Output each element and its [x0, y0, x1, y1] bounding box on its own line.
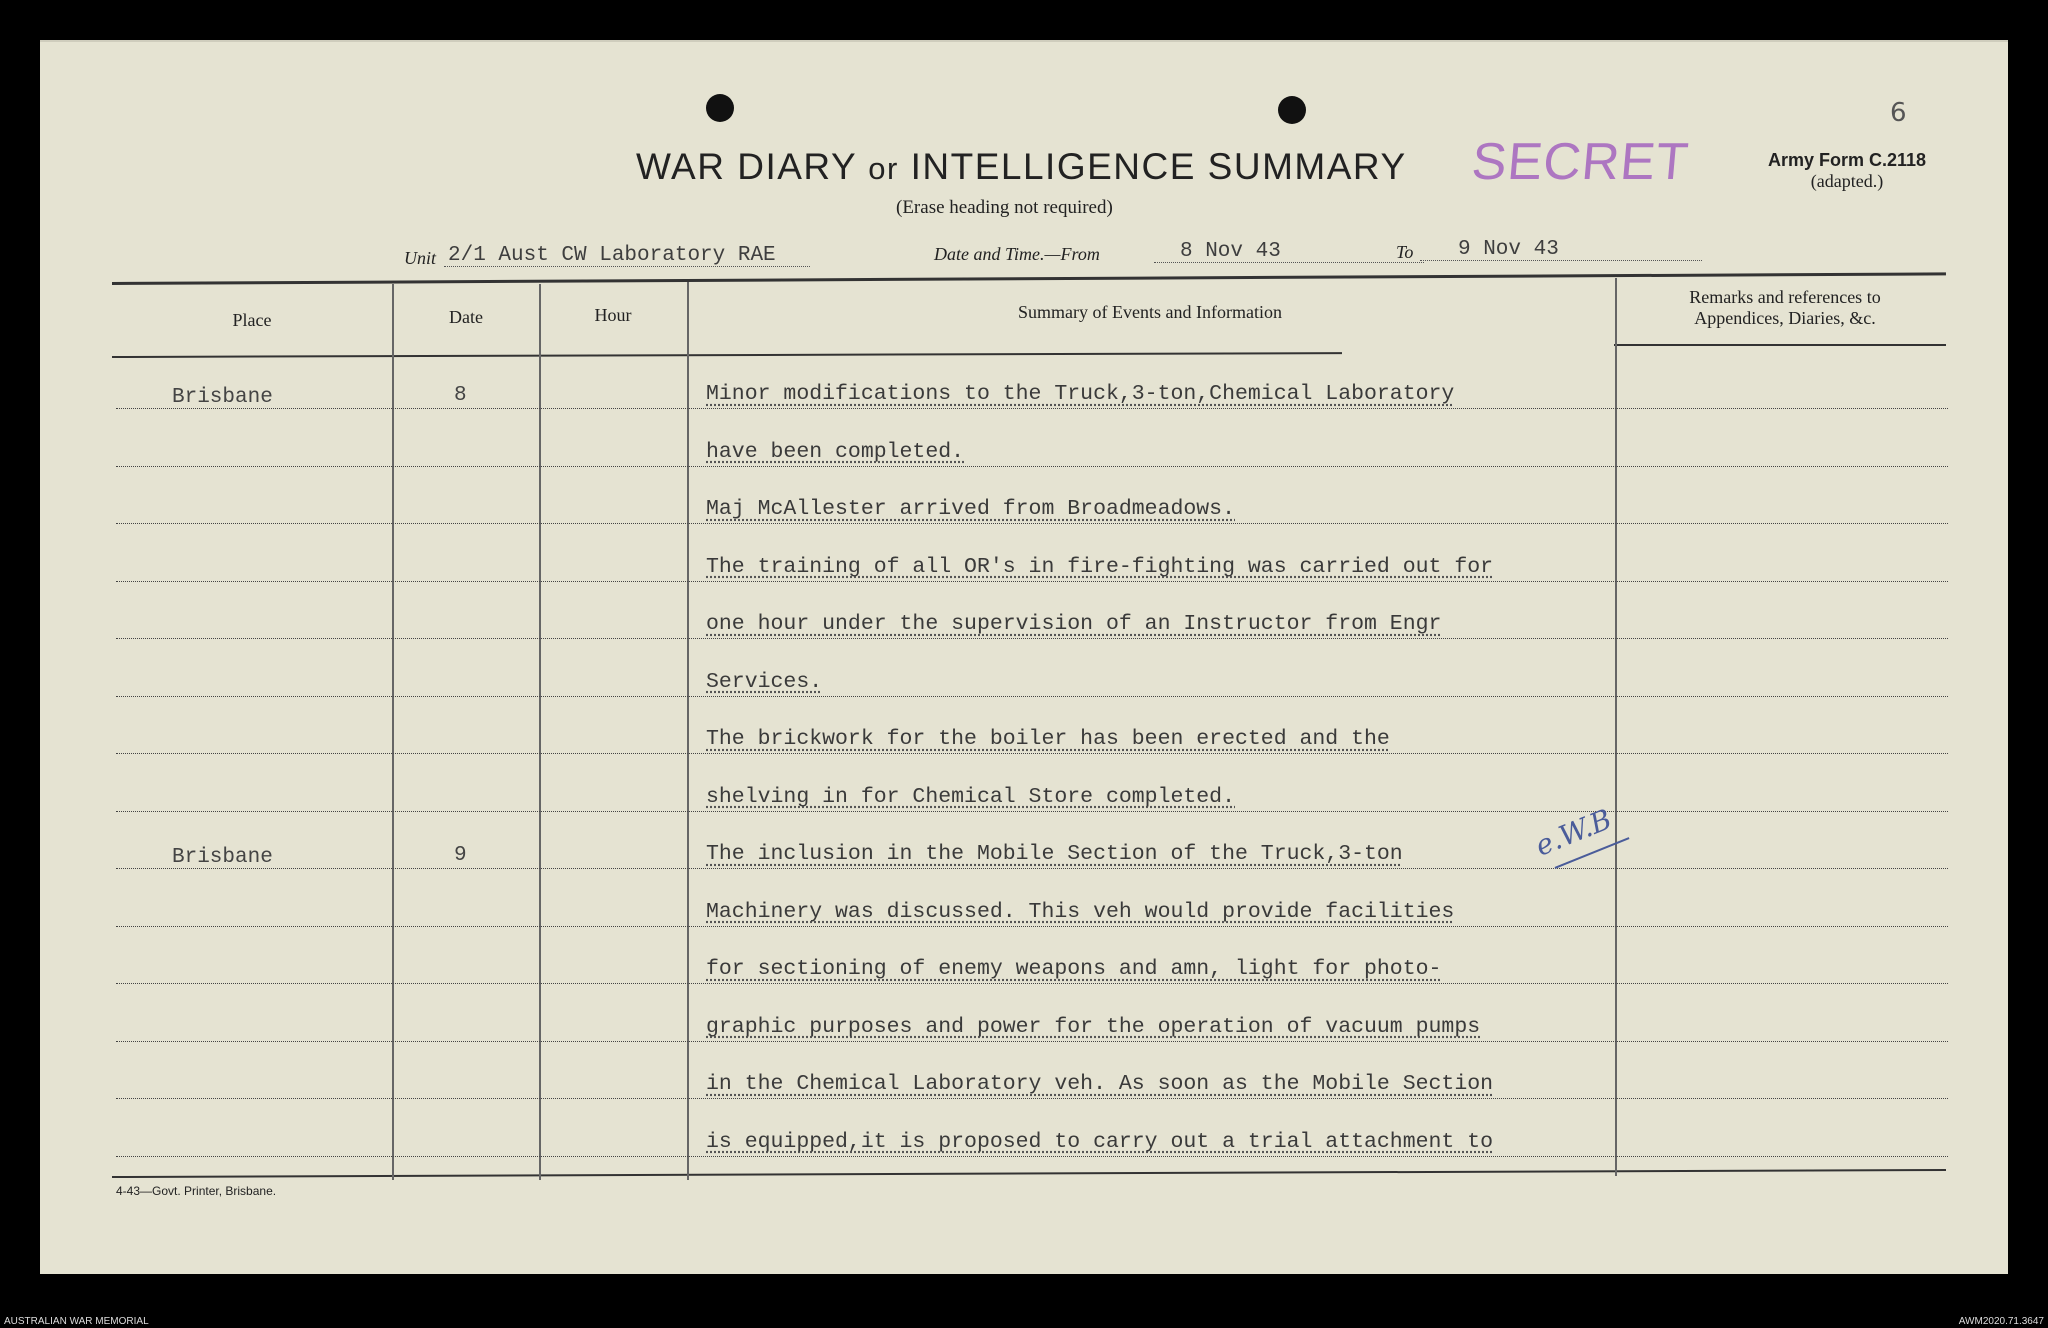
- entry-text: for sectioning of enemy weapons and amn, light for photo-: [706, 957, 1442, 981]
- ruled-line: [116, 983, 1948, 984]
- entry-place: Brisbane: [172, 846, 273, 869]
- ruled-line: [116, 1041, 1948, 1042]
- diary-page: [40, 40, 2008, 1274]
- entry-date: 9: [454, 844, 467, 867]
- entry-date: 8: [454, 384, 467, 407]
- column-header-remarks: Remarks and references to Appendices, Diaries, &c.: [1689, 287, 1881, 328]
- column-header-summary: Summary of Events and Information: [1018, 302, 1282, 322]
- ruled-line: [116, 926, 1948, 927]
- entry-place: Brisbane: [172, 386, 273, 409]
- column-divider-hour: [687, 282, 689, 1180]
- remarks-header-rule: [1614, 344, 1946, 346]
- punch-hole-right: [1278, 96, 1306, 124]
- entry-text: The training of all OR's in fire-fighting was carried out for: [706, 554, 1494, 579]
- handwritten-initials: e.W.B: [1530, 802, 1617, 863]
- entry-text: one hour under the supervision of an Instructor from Engr: [706, 612, 1442, 636]
- entry-text: The brickwork for the boiler has been erected and the: [706, 727, 1390, 751]
- date-from-value: 8 Nov 43: [1180, 240, 1281, 263]
- secret-stamp: SECRET: [1469, 133, 1692, 191]
- archive-caption: AUSTRALIAN WAR MEMORIAL: [4, 1316, 149, 1327]
- ruled-line: [116, 408, 1948, 409]
- ruled-line: [116, 1098, 1948, 1099]
- entry-text: Services.: [706, 669, 823, 694]
- entry-text: shelving in for Chemical Store completed.: [706, 784, 1235, 809]
- entry-text: Machinery was discussed. This veh would provide facilities: [706, 899, 1455, 924]
- entry-text: is equipped,it is proposed to carry out a trial attachment to: [706, 1129, 1494, 1154]
- ruled-line: [116, 696, 1948, 697]
- page-subtitle: (Erase heading not required): [896, 197, 1113, 218]
- column-divider-place: [392, 284, 394, 1180]
- column-header-hour: Hour: [594, 305, 632, 325]
- entry-text: have been completed.: [706, 439, 965, 464]
- ruled-line: [116, 523, 1948, 524]
- date-to-value: 9 Nov 43: [1458, 238, 1559, 261]
- entry-text: in the Chemical Laboratory veh. As soon as the Mobile Section: [706, 1072, 1494, 1096]
- entry-text: Maj McAllester arrived from Broadmeadows.: [706, 497, 1235, 521]
- archive-reference: AWM2020.71.3647: [1958, 1316, 2044, 1327]
- printer-imprint: 4-43—Govt. Printer, Brisbane.: [116, 1184, 277, 1198]
- page-number: 6: [1890, 98, 1907, 128]
- ruled-line: [116, 1156, 1948, 1157]
- entry-text: The inclusion in the Mobile Section of the Truck,3-ton: [706, 842, 1403, 866]
- column-header-place: Place: [232, 310, 272, 330]
- ruled-line: [116, 868, 1948, 869]
- table-top-rule: [112, 272, 1946, 284]
- header-bottom-rule: [112, 352, 1342, 358]
- ruled-line: [116, 581, 1948, 582]
- page-title: WAR DIARY or INTELLIGENCE SUMMARY: [636, 146, 1407, 187]
- column-header-date: Date: [449, 307, 483, 327]
- entry-text: graphic purposes and power for the operation of vacuum pumps: [706, 1014, 1481, 1039]
- ruled-line: [116, 638, 1948, 639]
- form-number: Army Form C.2118 (adapted.): [1767, 150, 1927, 191]
- entry-text: Minor modifications to the Truck,3-ton,Chemical Laboratory: [706, 382, 1455, 406]
- column-divider-date: [539, 284, 541, 1180]
- date-from-label: Date and Time.—From: [934, 244, 1100, 264]
- ruled-line: [116, 466, 1948, 467]
- unit-label: Unit: [404, 248, 437, 268]
- table-bottom-rule: [112, 1169, 1946, 1178]
- ruled-line: [116, 811, 1948, 812]
- ruled-line: [116, 753, 1948, 754]
- date-to-label: To: [1396, 242, 1414, 262]
- unit-value: 2/1 Aust CW Laboratory RAE: [448, 244, 776, 267]
- punch-hole-left: [706, 94, 734, 122]
